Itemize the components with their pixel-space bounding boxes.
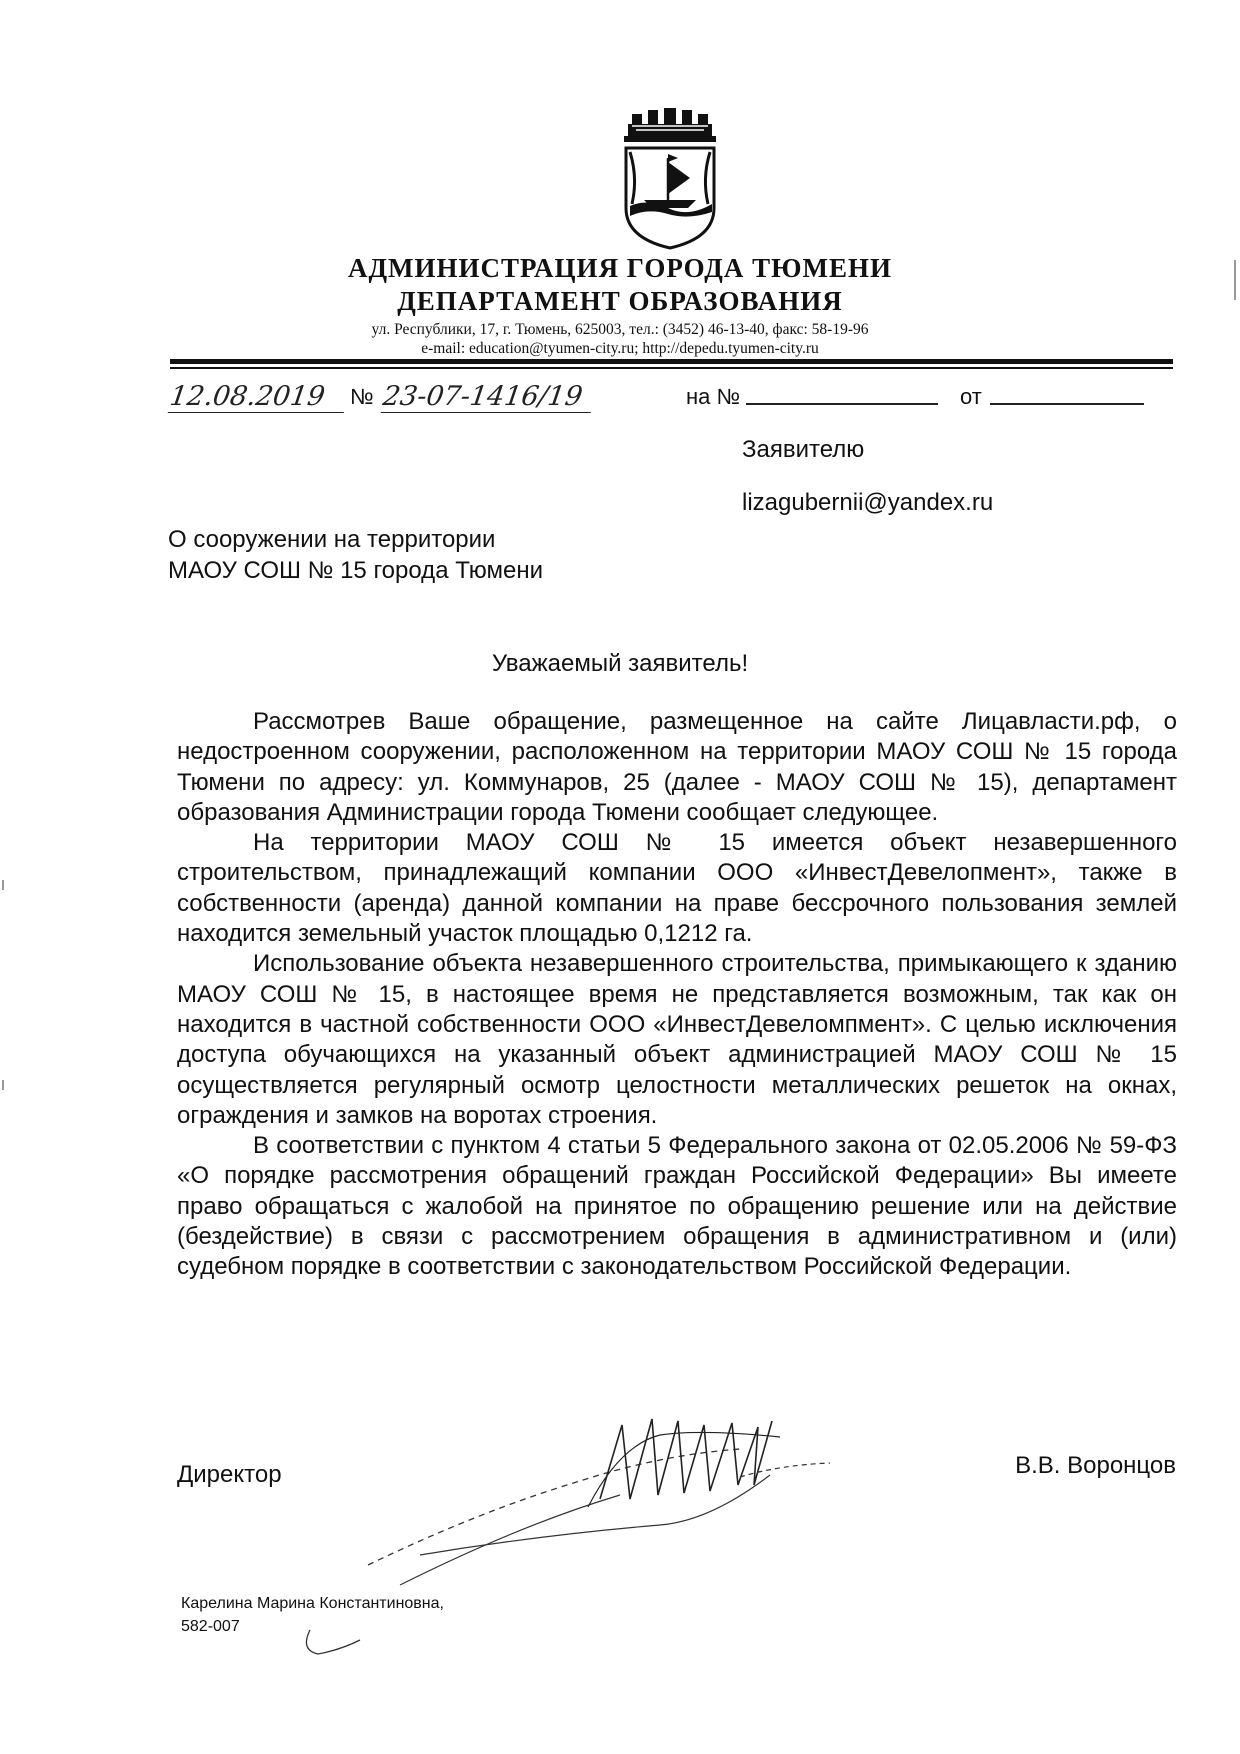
executor-initial-mark [300,1620,380,1660]
coat-of-arms-icon [618,108,722,250]
header-divider [170,359,1173,364]
from-label: от [960,384,982,409]
scan-edge-mark [2,880,4,890]
recipient-title: Заявителю [742,436,865,463]
number-label: № [350,384,374,409]
paragraph: Рассмотрев Ваше обращение, размещенное на сайте Лицавласти.рф, о недостроенном сооружении, расположенном на территории МАОУ СОШ № 15 города Тюмени по адресу: ул. Коммунаров, 25 (далее - МАОУ СОШ № 15), департамент образования Администрации города Тюмени сообщает следующее. [177,708,1177,826]
in-reply-label: на № [686,384,741,409]
handwritten-signature [360,1415,840,1595]
signatory-title: Директор [177,1461,282,1488]
in-reply-blank [746,403,938,405]
executor-name: Карелина Марина Константиновна, [181,1595,444,1612]
subject-line-2: МАОУ СОШ № 15 города Тюмени [168,557,544,584]
letter-body [177,707,1177,1283]
address-line: ул. Республики, 17, г. Тюмень, 625003, тел.: (3452) 46-13-40, факс: 58-19-96 [371,321,869,338]
paragraph: Использование объекта незавершенного строительства, примыкающего к зданию МАОУ СОШ № 15, в настоящее время не представляется возможным, так как он находится в частной собственности ООО «ИнвестДевеломпмент». С целью исключения доступа обучающихся на указанный объект администрацией МАОУ СОШ № 15 осуществляется регулярный осмотр целостности металлических решеток на окнах, ограждения и замков на воротах строения. [177,950,1177,1129]
handwritten-outgoing-number: 23-07-1416/19 [381,381,595,413]
department-name: ДЕПАРТАМЕНТ ОБРАЗОВАНИЯ [397,286,843,316]
recipient-email: lizagubernii@yandex.ru [742,489,994,516]
organization-name: АДМИНИСТРАЦИЯ ГОРОДА ТЮМЕНИ [347,253,893,283]
handwritten-date: 12.08.2019 [168,381,348,413]
contacts-line: e-mail: education@tyumen-city.ru; http://depedu.tyumen-city.ru [421,340,819,357]
paragraph: На территории МАОУ СОШ № 15 имеется объект незавершенного строительством, принадлежащий компании ООО «ИнвестДевелопмент», также в собственности (аренда) данной компании на праве бессрочного пользования землей находится земельный участок площадью 0,1212 га. [177,829,1177,948]
scan-edge-mark [1234,260,1236,300]
executor-phone: 582-007 [181,1618,240,1635]
scan-edge-mark [2,1080,4,1090]
salutation: Уважаемый заявитель! [491,650,749,677]
subject-line-1: О сооружении на территории [168,526,496,553]
signatory-name: В.В. Воронцов [1015,1452,1176,1479]
paragraph: В соответствии с пунктом 4 статьи 5 Федерального закона от 02.05.2006 № 59-ФЗ «О порядке рассмотрения обращений граждан Российской Федерации» Вы имеете право обращаться с жалобой на принятое по обращению решение или на действие (бездействие) в связи с рассмотрением обращения в административном и (или) судебном порядке в соответствии с законодательством Российской Федерации. [177,1132,1177,1281]
from-date-blank [990,403,1144,405]
header-divider-thin [170,367,1173,369]
